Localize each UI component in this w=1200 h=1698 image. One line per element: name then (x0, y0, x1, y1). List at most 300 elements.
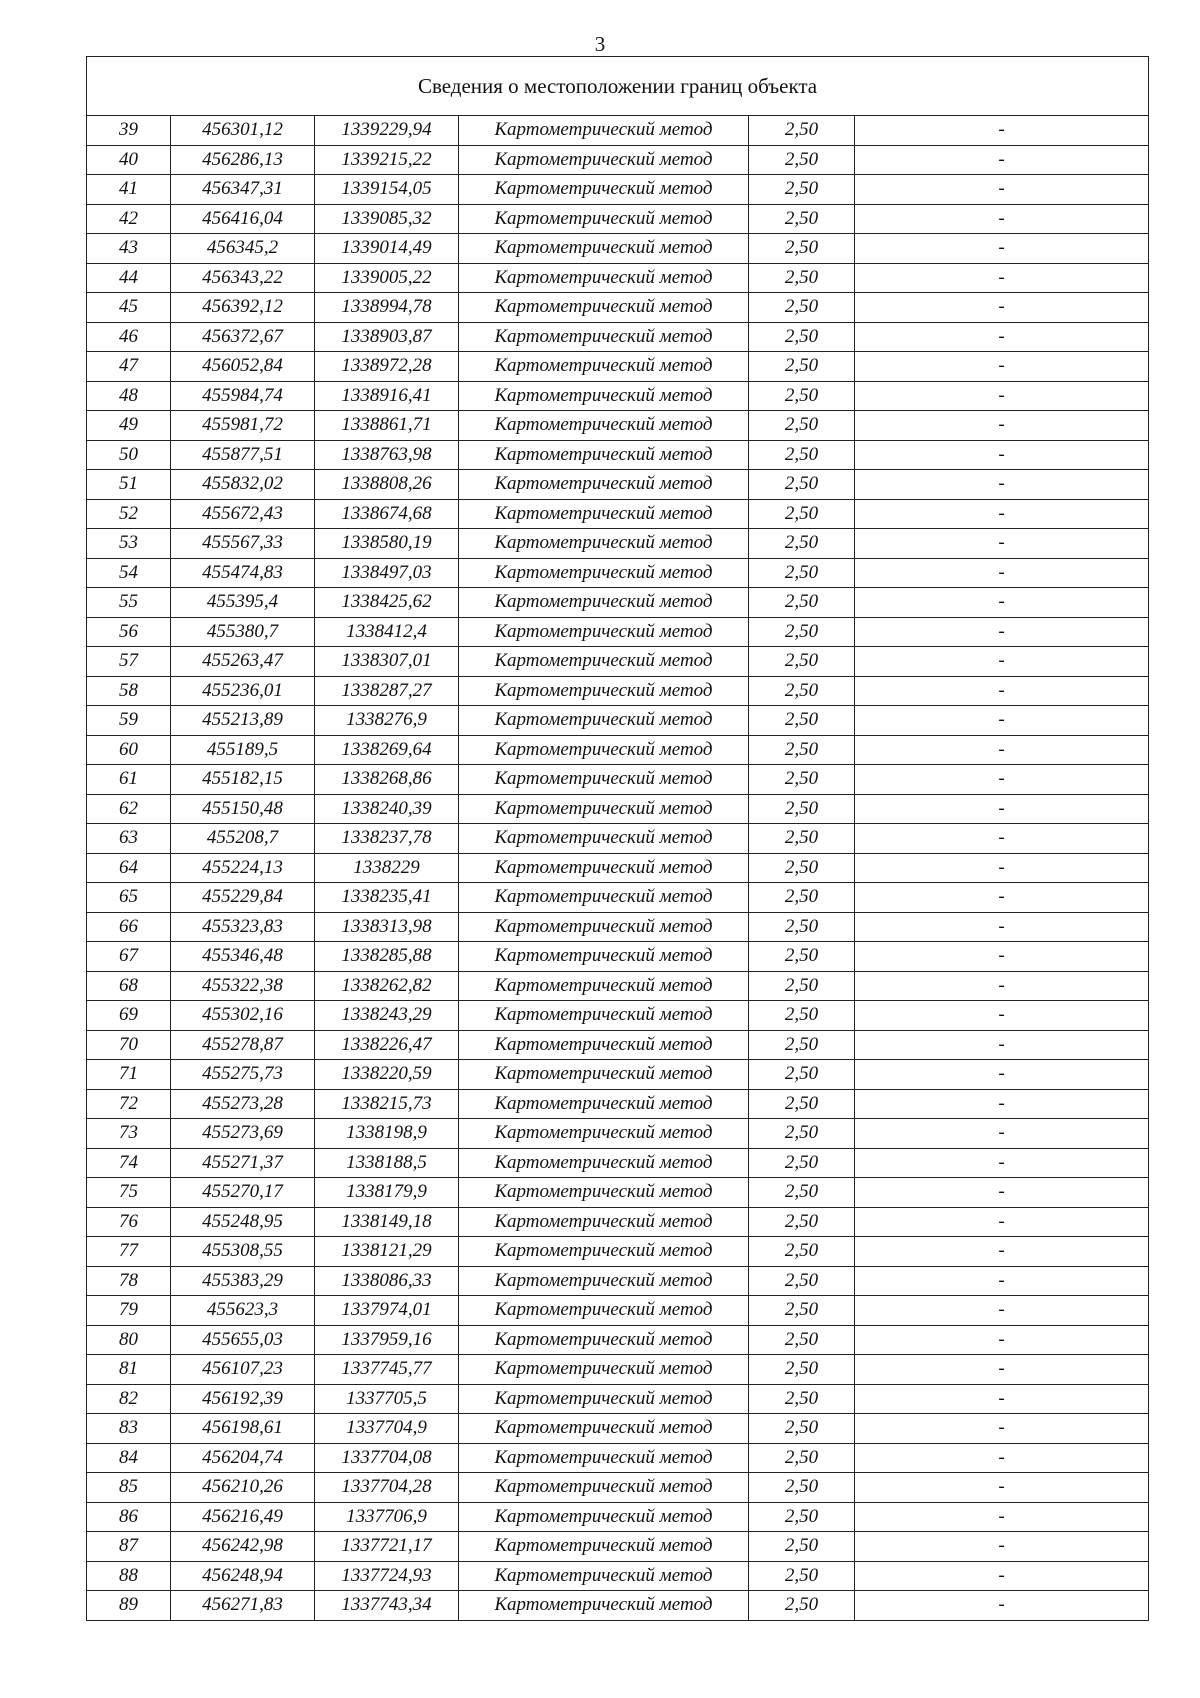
table-row (87, 942, 1149, 972)
y-coordinate-cell: 1338121,29 (315, 1237, 459, 1267)
point-number-cell: 40 (87, 145, 171, 175)
y-coordinate-cell: 1338229 (315, 853, 459, 883)
accuracy-cell: 2,50 (749, 735, 855, 765)
y-coordinate-cell: 1338580,19 (315, 529, 459, 559)
y-coordinate-cell: 1339014,49 (315, 234, 459, 264)
y-coordinate-cell: 1338235,41 (315, 883, 459, 913)
point-number-cell: 86 (87, 1502, 171, 1532)
x-coordinate-cell: 455474,83 (171, 558, 315, 588)
method-cell: Картометрический метод (459, 971, 749, 1001)
x-coordinate-cell: 456286,13 (171, 145, 315, 175)
accuracy-cell: 2,50 (749, 116, 855, 146)
point-number-cell: 42 (87, 204, 171, 234)
x-coordinate-cell: 456392,12 (171, 293, 315, 323)
x-coordinate-cell: 455984,74 (171, 381, 315, 411)
method-cell: Картометрический метод (459, 381, 749, 411)
table-row (87, 116, 1149, 146)
method-cell: Картометрический метод (459, 558, 749, 588)
table-row (87, 1119, 1149, 1149)
method-cell: Картометрический метод (459, 116, 749, 146)
description-cell: - (855, 1119, 1149, 1149)
description-cell: - (855, 1266, 1149, 1296)
method-cell: Картометрический метод (459, 765, 749, 795)
method-cell: Картометрический метод (459, 824, 749, 854)
accuracy-cell: 2,50 (749, 322, 855, 352)
point-number-cell: 75 (87, 1178, 171, 1208)
x-coordinate-cell: 455302,16 (171, 1001, 315, 1031)
accuracy-cell: 2,50 (749, 263, 855, 293)
point-number-cell: 44 (87, 263, 171, 293)
point-number-cell: 59 (87, 706, 171, 736)
boundary-coordinates-table (86, 56, 1149, 1621)
point-number-cell: 83 (87, 1414, 171, 1444)
accuracy-cell: 2,50 (749, 352, 855, 382)
point-number-cell: 74 (87, 1148, 171, 1178)
x-coordinate-cell: 456372,67 (171, 322, 315, 352)
description-cell: - (855, 1414, 1149, 1444)
y-coordinate-cell: 1338276,9 (315, 706, 459, 736)
accuracy-cell: 2,50 (749, 1443, 855, 1473)
method-cell: Картометрический метод (459, 883, 749, 913)
y-coordinate-cell: 1338674,68 (315, 499, 459, 529)
point-number-cell: 46 (87, 322, 171, 352)
accuracy-cell: 2,50 (749, 499, 855, 529)
table-row (87, 1443, 1149, 1473)
accuracy-cell: 2,50 (749, 971, 855, 1001)
point-number-cell: 51 (87, 470, 171, 500)
description-cell: - (855, 1030, 1149, 1060)
x-coordinate-cell: 456198,61 (171, 1414, 315, 1444)
accuracy-cell: 2,50 (749, 794, 855, 824)
table-row (87, 1532, 1149, 1562)
description-cell: - (855, 1207, 1149, 1237)
description-cell: - (855, 558, 1149, 588)
table-row (87, 824, 1149, 854)
x-coordinate-cell: 455278,87 (171, 1030, 315, 1060)
accuracy-cell: 2,50 (749, 1384, 855, 1414)
description-cell: - (855, 588, 1149, 618)
point-number-cell: 89 (87, 1591, 171, 1621)
description-cell: - (855, 411, 1149, 441)
point-number-cell: 52 (87, 499, 171, 529)
description-cell: - (855, 853, 1149, 883)
x-coordinate-cell: 456192,39 (171, 1384, 315, 1414)
description-cell: - (855, 706, 1149, 736)
x-coordinate-cell: 456347,31 (171, 175, 315, 205)
table-row (87, 470, 1149, 500)
y-coordinate-cell: 1338215,73 (315, 1089, 459, 1119)
description-cell: - (855, 529, 1149, 559)
x-coordinate-cell: 455248,95 (171, 1207, 315, 1237)
method-cell: Картометрический метод (459, 1532, 749, 1562)
x-coordinate-cell: 455323,83 (171, 912, 315, 942)
accuracy-cell: 2,50 (749, 1355, 855, 1385)
table-row (87, 1001, 1149, 1031)
point-number-cell: 45 (87, 293, 171, 323)
method-cell: Картометрический метод (459, 263, 749, 293)
x-coordinate-cell: 455655,03 (171, 1325, 315, 1355)
x-coordinate-cell: 455182,15 (171, 765, 315, 795)
description-cell: - (855, 293, 1149, 323)
point-number-cell: 57 (87, 647, 171, 677)
description-cell: - (855, 1060, 1149, 1090)
y-coordinate-cell: 1338179,9 (315, 1178, 459, 1208)
table-row (87, 1502, 1149, 1532)
accuracy-cell: 2,50 (749, 1001, 855, 1031)
x-coordinate-cell: 455273,69 (171, 1119, 315, 1149)
x-coordinate-cell: 455150,48 (171, 794, 315, 824)
method-cell: Картометрический метод (459, 1237, 749, 1267)
x-coordinate-cell: 456242,98 (171, 1532, 315, 1562)
point-number-cell: 82 (87, 1384, 171, 1414)
x-coordinate-cell: 455236,01 (171, 676, 315, 706)
method-cell: Картометрический метод (459, 1030, 749, 1060)
y-coordinate-cell: 1338497,03 (315, 558, 459, 588)
x-coordinate-cell: 456204,74 (171, 1443, 315, 1473)
description-cell: - (855, 204, 1149, 234)
point-number-cell: 60 (87, 735, 171, 765)
method-cell: Картометрический метод (459, 1001, 749, 1031)
point-number-cell: 71 (87, 1060, 171, 1090)
table-title: Сведения о местоположении границ объекта (87, 57, 1149, 116)
point-number-cell: 53 (87, 529, 171, 559)
table-row (87, 588, 1149, 618)
x-coordinate-cell: 455395,4 (171, 588, 315, 618)
accuracy-cell: 2,50 (749, 617, 855, 647)
x-coordinate-cell: 455877,51 (171, 440, 315, 470)
method-cell: Картометрический метод (459, 794, 749, 824)
method-cell: Картометрический метод (459, 529, 749, 559)
accuracy-cell: 2,50 (749, 942, 855, 972)
table-row (87, 617, 1149, 647)
accuracy-cell: 2,50 (749, 883, 855, 913)
x-coordinate-cell: 455383,29 (171, 1266, 315, 1296)
x-coordinate-cell: 456216,49 (171, 1502, 315, 1532)
accuracy-cell: 2,50 (749, 293, 855, 323)
description-cell: - (855, 322, 1149, 352)
method-cell: Картометрический метод (459, 735, 749, 765)
y-coordinate-cell: 1338287,27 (315, 676, 459, 706)
table-row (87, 499, 1149, 529)
accuracy-cell: 2,50 (749, 706, 855, 736)
method-cell: Картометрический метод (459, 234, 749, 264)
method-cell: Картометрический метод (459, 352, 749, 382)
method-cell: Картометрический метод (459, 1473, 749, 1503)
description-cell: - (855, 352, 1149, 382)
description-cell: - (855, 1532, 1149, 1562)
method-cell: Картометрический метод (459, 1148, 749, 1178)
point-number-cell: 69 (87, 1001, 171, 1031)
y-coordinate-cell: 1338903,87 (315, 322, 459, 352)
table-row (87, 263, 1149, 293)
table-row (87, 706, 1149, 736)
y-coordinate-cell: 1338086,33 (315, 1266, 459, 1296)
table-row (87, 1414, 1149, 1444)
point-number-cell: 48 (87, 381, 171, 411)
method-cell: Картометрический метод (459, 617, 749, 647)
y-coordinate-cell: 1338916,41 (315, 381, 459, 411)
table-row (87, 1591, 1149, 1621)
accuracy-cell: 2,50 (749, 1178, 855, 1208)
x-coordinate-cell: 456343,22 (171, 263, 315, 293)
method-cell: Картометрический метод (459, 499, 749, 529)
method-cell: Картометрический метод (459, 440, 749, 470)
method-cell: Картометрический метод (459, 1089, 749, 1119)
accuracy-cell: 2,50 (749, 1060, 855, 1090)
x-coordinate-cell: 455275,73 (171, 1060, 315, 1090)
point-number-cell: 88 (87, 1561, 171, 1591)
accuracy-cell: 2,50 (749, 1325, 855, 1355)
point-number-cell: 50 (87, 440, 171, 470)
description-cell: - (855, 175, 1149, 205)
method-cell: Картометрический метод (459, 912, 749, 942)
method-cell: Картометрический метод (459, 853, 749, 883)
point-number-cell: 61 (87, 765, 171, 795)
point-number-cell: 70 (87, 1030, 171, 1060)
y-coordinate-cell: 1337706,9 (315, 1502, 459, 1532)
method-cell: Картометрический метод (459, 1266, 749, 1296)
description-cell: - (855, 1443, 1149, 1473)
x-coordinate-cell: 456345,2 (171, 234, 315, 264)
x-coordinate-cell: 455380,7 (171, 617, 315, 647)
method-cell: Картометрический метод (459, 1296, 749, 1326)
table-row (87, 411, 1149, 441)
table-row (87, 1237, 1149, 1267)
table-row (87, 1178, 1149, 1208)
y-coordinate-cell: 1339085,32 (315, 204, 459, 234)
point-number-cell: 67 (87, 942, 171, 972)
y-coordinate-cell: 1337745,77 (315, 1355, 459, 1385)
method-cell: Картометрический метод (459, 1178, 749, 1208)
y-coordinate-cell: 1338198,9 (315, 1119, 459, 1149)
accuracy-cell: 2,50 (749, 676, 855, 706)
method-cell: Картометрический метод (459, 1325, 749, 1355)
description-cell: - (855, 617, 1149, 647)
method-cell: Картометрический метод (459, 1384, 749, 1414)
point-number-cell: 78 (87, 1266, 171, 1296)
y-coordinate-cell: 1339154,05 (315, 175, 459, 205)
accuracy-cell: 2,50 (749, 824, 855, 854)
method-cell: Картометрический метод (459, 470, 749, 500)
accuracy-cell: 2,50 (749, 912, 855, 942)
accuracy-cell: 2,50 (749, 1532, 855, 1562)
x-coordinate-cell: 455229,84 (171, 883, 315, 913)
x-coordinate-cell: 455623,3 (171, 1296, 315, 1326)
accuracy-cell: 2,50 (749, 204, 855, 234)
accuracy-cell: 2,50 (749, 234, 855, 264)
method-cell: Картометрический метод (459, 1119, 749, 1149)
point-number-cell: 64 (87, 853, 171, 883)
point-number-cell: 63 (87, 824, 171, 854)
description-cell: - (855, 794, 1149, 824)
y-coordinate-cell: 1338425,62 (315, 588, 459, 618)
table-row (87, 145, 1149, 175)
point-number-cell: 43 (87, 234, 171, 264)
y-coordinate-cell: 1338262,82 (315, 971, 459, 1001)
x-coordinate-cell: 455208,7 (171, 824, 315, 854)
table-row (87, 735, 1149, 765)
point-number-cell: 39 (87, 116, 171, 146)
table-row (87, 293, 1149, 323)
method-cell: Картометрический метод (459, 322, 749, 352)
x-coordinate-cell: 455346,48 (171, 942, 315, 972)
y-coordinate-cell: 1337705,5 (315, 1384, 459, 1414)
page-number: 3 (594, 32, 606, 56)
table-row (87, 1266, 1149, 1296)
y-coordinate-cell: 1338763,98 (315, 440, 459, 470)
table-row (87, 381, 1149, 411)
method-cell: Картометрический метод (459, 588, 749, 618)
description-cell: - (855, 1355, 1149, 1385)
point-number-cell: 56 (87, 617, 171, 647)
accuracy-cell: 2,50 (749, 1030, 855, 1060)
description-cell: - (855, 470, 1149, 500)
point-number-cell: 73 (87, 1119, 171, 1149)
y-coordinate-cell: 1337704,28 (315, 1473, 459, 1503)
description-cell: - (855, 1384, 1149, 1414)
point-number-cell: 54 (87, 558, 171, 588)
method-cell: Картометрический метод (459, 1414, 749, 1444)
description-cell: - (855, 145, 1149, 175)
method-cell: Картометрический метод (459, 1591, 749, 1621)
method-cell: Картометрический метод (459, 293, 749, 323)
description-cell: - (855, 1001, 1149, 1031)
y-coordinate-cell: 1339229,94 (315, 116, 459, 146)
y-coordinate-cell: 1338226,47 (315, 1030, 459, 1060)
x-coordinate-cell: 455189,5 (171, 735, 315, 765)
table-row (87, 1207, 1149, 1237)
accuracy-cell: 2,50 (749, 1414, 855, 1444)
method-cell: Картометрический метод (459, 1443, 749, 1473)
method-cell: Картометрический метод (459, 1502, 749, 1532)
accuracy-cell: 2,50 (749, 411, 855, 441)
y-coordinate-cell: 1338307,01 (315, 647, 459, 677)
description-cell: - (855, 1178, 1149, 1208)
accuracy-cell: 2,50 (749, 145, 855, 175)
table-row (87, 1296, 1149, 1326)
point-number-cell: 76 (87, 1207, 171, 1237)
description-cell: - (855, 116, 1149, 146)
accuracy-cell: 2,50 (749, 175, 855, 205)
accuracy-cell: 2,50 (749, 1237, 855, 1267)
accuracy-cell: 2,50 (749, 1207, 855, 1237)
accuracy-cell: 2,50 (749, 529, 855, 559)
method-cell: Картометрический метод (459, 204, 749, 234)
y-coordinate-cell: 1338220,59 (315, 1060, 459, 1090)
description-cell: - (855, 263, 1149, 293)
accuracy-cell: 2,50 (749, 765, 855, 795)
description-cell: - (855, 647, 1149, 677)
y-coordinate-cell: 1337959,16 (315, 1325, 459, 1355)
table-row (87, 912, 1149, 942)
y-coordinate-cell: 1338994,78 (315, 293, 459, 323)
y-coordinate-cell: 1338972,28 (315, 352, 459, 382)
y-coordinate-cell: 1338412,4 (315, 617, 459, 647)
table-row (87, 558, 1149, 588)
point-number-cell: 41 (87, 175, 171, 205)
x-coordinate-cell: 456301,12 (171, 116, 315, 146)
description-cell: - (855, 912, 1149, 942)
description-cell: - (855, 234, 1149, 264)
x-coordinate-cell: 456271,83 (171, 1591, 315, 1621)
method-cell: Картометрический метод (459, 1561, 749, 1591)
table-row (87, 1060, 1149, 1090)
method-cell: Картометрический метод (459, 706, 749, 736)
accuracy-cell: 2,50 (749, 558, 855, 588)
description-cell: - (855, 1591, 1149, 1621)
table-row (87, 529, 1149, 559)
table-row (87, 322, 1149, 352)
description-cell: - (855, 824, 1149, 854)
accuracy-cell: 2,50 (749, 1089, 855, 1119)
y-coordinate-cell: 1338240,39 (315, 794, 459, 824)
accuracy-cell: 2,50 (749, 470, 855, 500)
table-row (87, 204, 1149, 234)
point-number-cell: 58 (87, 676, 171, 706)
table-row (87, 1030, 1149, 1060)
table-row (87, 883, 1149, 913)
y-coordinate-cell: 1337974,01 (315, 1296, 459, 1326)
description-cell: - (855, 440, 1149, 470)
x-coordinate-cell: 455213,89 (171, 706, 315, 736)
x-coordinate-cell: 456107,23 (171, 1355, 315, 1385)
x-coordinate-cell: 455271,37 (171, 1148, 315, 1178)
description-cell: - (855, 735, 1149, 765)
method-cell: Картометрический метод (459, 411, 749, 441)
accuracy-cell: 2,50 (749, 1296, 855, 1326)
table-row (87, 234, 1149, 264)
description-cell: - (855, 1148, 1149, 1178)
description-cell: - (855, 1089, 1149, 1119)
table-row (87, 1355, 1149, 1385)
description-cell: - (855, 676, 1149, 706)
x-coordinate-cell: 456416,04 (171, 204, 315, 234)
table-row (87, 676, 1149, 706)
method-cell: Картометрический метод (459, 1060, 749, 1090)
x-coordinate-cell: 456210,26 (171, 1473, 315, 1503)
y-coordinate-cell: 1338285,88 (315, 942, 459, 972)
y-coordinate-cell: 1339005,22 (315, 263, 459, 293)
y-coordinate-cell: 1338861,71 (315, 411, 459, 441)
method-cell: Картометрический метод (459, 676, 749, 706)
point-number-cell: 66 (87, 912, 171, 942)
table-row (87, 765, 1149, 795)
point-number-cell: 87 (87, 1532, 171, 1562)
table-row (87, 1561, 1149, 1591)
point-number-cell: 84 (87, 1443, 171, 1473)
table-row (87, 1089, 1149, 1119)
accuracy-cell: 2,50 (749, 1266, 855, 1296)
description-cell: - (855, 499, 1149, 529)
x-coordinate-cell: 455270,17 (171, 1178, 315, 1208)
x-coordinate-cell: 455224,13 (171, 853, 315, 883)
method-cell: Картометрический метод (459, 1355, 749, 1385)
x-coordinate-cell: 455308,55 (171, 1237, 315, 1267)
x-coordinate-cell: 455672,43 (171, 499, 315, 529)
y-coordinate-cell: 1338268,86 (315, 765, 459, 795)
point-number-cell: 72 (87, 1089, 171, 1119)
x-coordinate-cell: 455832,02 (171, 470, 315, 500)
accuracy-cell: 2,50 (749, 853, 855, 883)
x-coordinate-cell: 456052,84 (171, 352, 315, 382)
x-coordinate-cell: 455981,72 (171, 411, 315, 441)
accuracy-cell: 2,50 (749, 381, 855, 411)
accuracy-cell: 2,50 (749, 440, 855, 470)
method-cell: Картометрический метод (459, 942, 749, 972)
table-row (87, 1325, 1149, 1355)
y-coordinate-cell: 1337724,93 (315, 1561, 459, 1591)
x-coordinate-cell: 455273,28 (171, 1089, 315, 1119)
